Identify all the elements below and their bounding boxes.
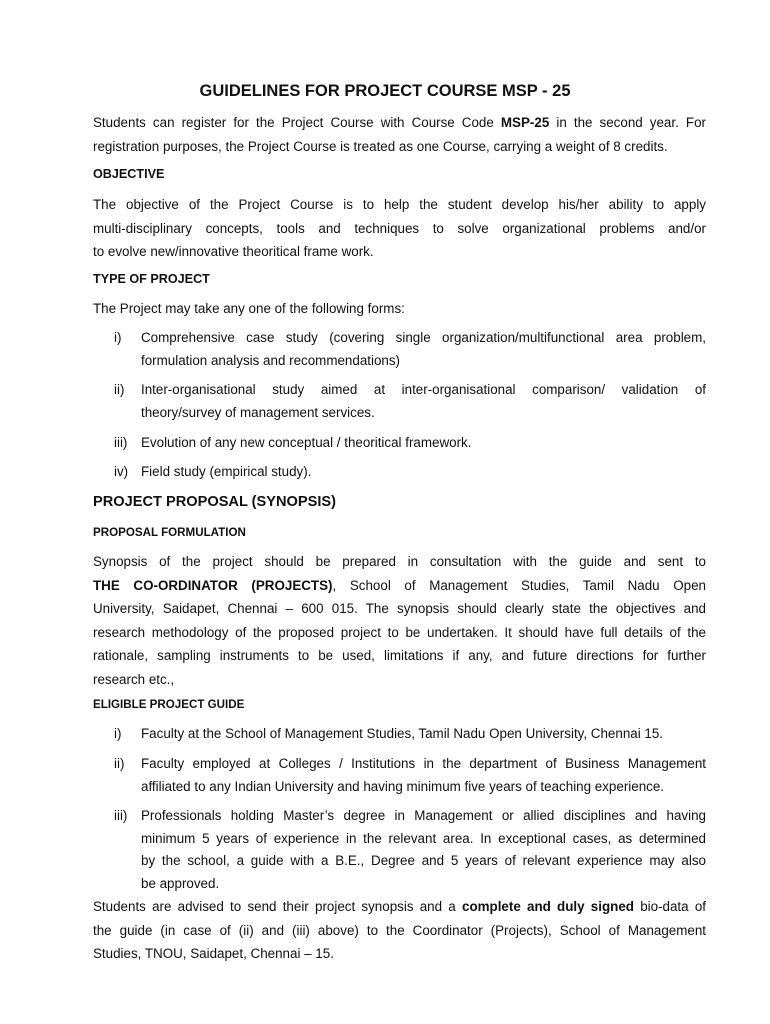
proposal-text: , School of Management Studies, Tamil Nadu Open — [332, 577, 706, 593]
proposal-line: research etc., — [93, 671, 175, 687]
type-of-project-heading: TYPE OF PROJECT — [93, 272, 210, 286]
list-item — [93, 432, 706, 455]
proposal-line: research methodology of the proposed project to be undertaken. It should have full details of the — [93, 624, 706, 640]
list-item — [93, 753, 706, 798]
objective-line: multi-disciplinary concepts, tools and techniques to solve organizational problems and/or — [93, 220, 706, 236]
closing-paragraph — [93, 895, 706, 966]
list-item-line: Faculty at the School of Management Studies, Tamil Nadu Open University, Chennai 15. — [141, 726, 664, 741]
list-item-line: minimum 5 years of experience in the relevant area. In exceptional cases, as determined — [141, 830, 706, 846]
list-item-line: Comprehensive case study (covering single organization/multifunctional area problem, — [141, 330, 706, 345]
list-item-line: affiliated to any Indian University and having minimum five years of teaching experience. — [141, 778, 665, 794]
list-number: iii) — [114, 435, 128, 450]
document-title: GUIDELINES FOR PROJECT COURSE MSP - 25 — [199, 82, 571, 100]
list-item — [93, 461, 706, 484]
proposal-line: Synopsis of the project should be prepared in consultation with the guide and sent to — [93, 554, 706, 569]
list-item — [93, 379, 706, 424]
intro-paragraph — [93, 111, 706, 158]
objective-paragraph — [93, 193, 706, 264]
project-proposal-heading: PROJECT PROPOSAL (SYNOPSIS) — [93, 494, 337, 510]
objective-line: The objective of the Project Course is to help the student develop his/her ability to apply — [93, 197, 706, 212]
list-number: iv) — [114, 464, 129, 479]
list-item-line: formulation analysis and recommendations) — [141, 352, 401, 368]
list-number: iii) — [114, 808, 128, 823]
eligible-guide-heading: ELIGIBLE PROJECT GUIDE — [93, 698, 245, 711]
proposal-line: rationale, sampling instruments to be used, limitations if any, and future directions for further — [93, 648, 706, 663]
list-item-line: be approved. — [141, 875, 220, 891]
list-item — [93, 327, 706, 372]
list-number: ii) — [114, 756, 125, 771]
closing-text: bio-data of — [640, 899, 706, 914]
closing-line: Studies, TNOU, Saidapet, Chennai – 15. — [93, 946, 334, 961]
list-item-line: Inter-organisational study aimed at inter-organisational comparison/ validation of — [141, 382, 706, 397]
proposal-line: University, Saidapet, Chennai – 600 015. The synopsis should clearly state the objectives and — [93, 601, 706, 616]
list-item-line: by the school, a guide with a B.E., Degree and 5 years of relevant experience may also — [141, 853, 706, 868]
closing-line — [93, 895, 706, 919]
list-item-line: Evolution of any new conceptual / theoritical framework. — [141, 435, 472, 450]
signed-biodata-emphasis: complete and duly signed — [462, 899, 634, 914]
type-of-project-lead: The Project may take any one of the following forms: — [93, 301, 405, 316]
list-number: ii) — [114, 382, 125, 397]
proposal-paragraph — [93, 550, 706, 691]
list-number: i) — [114, 330, 122, 345]
intro-text: Students can register for the Project Course with Course Code — [93, 115, 494, 130]
list-item — [93, 805, 706, 895]
objective-heading: OBJECTIVE — [93, 167, 165, 181]
intro-line-2: registration purposes, the Project Course is treated as one Course, carrying a weight of 8 credits. — [93, 138, 668, 154]
list-number: i) — [114, 726, 122, 741]
proposal-line — [93, 574, 706, 598]
course-code: MSP-25 — [500, 115, 550, 130]
intro-text: in the second year. For — [556, 115, 706, 130]
coordinator-label: THE CO-ORDINATOR (PROJECTS) — [93, 577, 333, 593]
list-item-line: Faculty employed at Colleges / Institutions in the department of Business Management — [141, 756, 706, 771]
intro-line-1 — [93, 111, 706, 135]
list-item-line: Field study (empirical study). — [141, 464, 312, 479]
objective-line: to evolve new/innovative theoritical frame work. — [93, 244, 374, 259]
list-item — [93, 723, 706, 746]
closing-line: the guide (in case of (ii) and (iii) above) to the Coordinator (Projects), School of Management — [93, 922, 706, 938]
list-item-line: Professionals holding Master’s degree in Management or allied disciplines and having — [141, 808, 706, 823]
proposal-formulation-heading: PROPOSAL FORMULATION — [93, 526, 246, 539]
closing-text: Students are advised to send their project synopsis and a — [93, 899, 456, 914]
list-item-line: theory/survey of management services. — [141, 404, 375, 420]
